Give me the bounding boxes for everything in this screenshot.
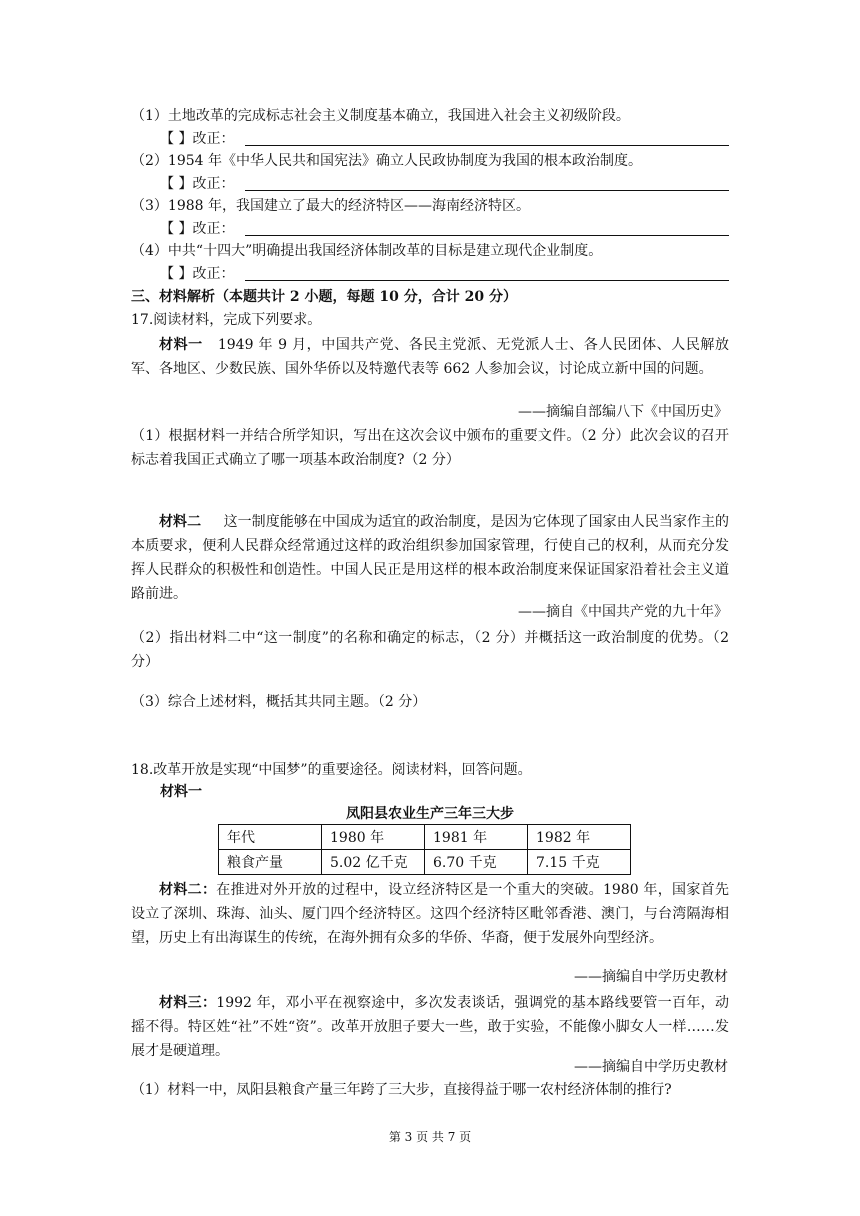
q16-correction-2: 【 】改正： xyxy=(160,176,235,192)
table-cell: 5.02 亿千克 xyxy=(322,850,425,875)
table-header-cell: 1981 年 xyxy=(425,825,528,850)
material-text: 1949 年 9 月，中国共产党、各民主党派、无党派人士、各人民团体、人民解放军、各地区、少数民族、国外华侨以及特邀代表等 662 人参加会议，讨论成立新中国的问题。 xyxy=(131,337,729,377)
q16-item-4: （4）中共“十四大”明确提出我国经济体制改革的目标是建立现代企业制度。 xyxy=(131,243,603,259)
q18-material-3 xyxy=(131,991,729,1063)
material-text: 在推进对外开放的过程中，设立经济特区是一个重大的突破。1980 年，国家首先设立了深圳、珠海、汕头、厦门四个经济特区。这四个经济特区毗邻香港、澳门，与台湾隔海相望，历史上有出海谋生的传统，在海外拥有众多的华侨、华裔，便于发展外向型经济。 xyxy=(131,882,730,946)
page-footer: 第 3 页 共 7 页 xyxy=(388,1130,472,1144)
material-label: 材料二 xyxy=(159,514,202,530)
q16-correction-4: 【 】改正： xyxy=(160,266,235,282)
source-citation: ——摘编自中学历史教材 xyxy=(574,969,728,985)
q17-stem: 17.阅读材料，完成下列要求。 xyxy=(131,312,322,328)
q16-correction-3: 【 】改正： xyxy=(160,221,235,237)
section-heading: 三、材料解析（本题共计 2 小题，每题 10 分，合计 20 分） xyxy=(131,289,517,305)
material-label: 材料一 xyxy=(160,784,202,800)
q18-material-2 xyxy=(131,878,729,950)
source-citation: ——摘编自中学历史教材 xyxy=(574,1059,728,1075)
q17-material-2 xyxy=(131,510,729,606)
table-header-cell: 1980 年 xyxy=(322,825,425,850)
source-citation: ——摘编自部编八下《中国历史》 xyxy=(518,404,728,420)
table-row xyxy=(219,825,631,850)
q16-item-1: （1）土地改革的完成标志社会主义制度基本确立，我国进入社会主义初级阶段。 xyxy=(131,108,630,124)
answer-blank-1[interactable] xyxy=(245,145,729,146)
q17-question-1: （1）根据材料一并结合所学知识，写出在这次会议中颁布的重要文件。（2 分）此次会议的召开标志着我国正式确立了哪一项基本政治制度?（2 分） xyxy=(131,428,729,468)
table-title: 凤阳县农业生产三年三大步 xyxy=(346,806,514,822)
material-label: 材料三： xyxy=(159,995,217,1011)
material-text: 这一制度能够在中国成为适宜的政治制度，是因为它体现了国家由人民当家作主的本质要求，便利人民群众经常通过这样的政治组织参加国家管理，行使自己的权利，从而充分发挥人民群众的积极性和创造性。中国人民正是用这样的根本政治制度来保证国家沿着社会主义道路前进。 xyxy=(131,514,729,602)
grain-output-table xyxy=(218,824,631,875)
table-header-cell: 1982 年 xyxy=(528,825,631,850)
answer-blank-3[interactable] xyxy=(245,235,729,236)
q16-item-2: （2）1954 年《中华人民共和国宪法》确立人民政协制度为我国的根本政治制度。 xyxy=(131,153,642,169)
material-text: 1992 年，邓小平在视察途中，多次发表谈话，强调党的基本路线要管一百年，动摇不得。特区姓“社”不姓“资”。改革开放胆子要大一些，敢于实验，不能像小脚女人一样……发展才是硬道理。 xyxy=(131,995,730,1059)
source-citation: ——摘自《中国共产党的九十年》 xyxy=(518,604,728,620)
table-cell: 粮食产量 xyxy=(219,850,322,875)
q16-correction-1: 【 】改正： xyxy=(160,131,235,147)
q16-item-3: （3）1988 年，我国建立了最大的经济特区——海南经济特区。 xyxy=(131,198,530,214)
table-row xyxy=(219,850,631,875)
q17-question-2: （2）指出材料二中“这一制度”的名称和确定的标志，（2 分）并概括这一政治制度的优势。（2 分） xyxy=(131,630,729,670)
q18-question-1: （1）材料一中，凤阳县粮食产量三年跨了三大步，直接得益于哪一农村经济体制的推行? xyxy=(131,1082,672,1098)
q17-material-1 xyxy=(131,333,729,381)
table-header-cell: 年代 xyxy=(219,825,322,850)
table-cell: 7.15 千克 xyxy=(528,850,631,875)
material-label: 材料二： xyxy=(159,882,217,898)
q17-question-3: （3）综合上述材料，概括其共同主题。（2 分） xyxy=(131,694,427,710)
table-cell: 6.70 千克 xyxy=(425,850,528,875)
answer-blank-2[interactable] xyxy=(245,190,729,191)
answer-blank-4[interactable] xyxy=(245,280,729,281)
q18-stem: 18.改革开放是实现“中国梦”的重要途径。阅读材料，回答问题。 xyxy=(131,762,532,778)
material-label: 材料一 xyxy=(159,337,203,353)
